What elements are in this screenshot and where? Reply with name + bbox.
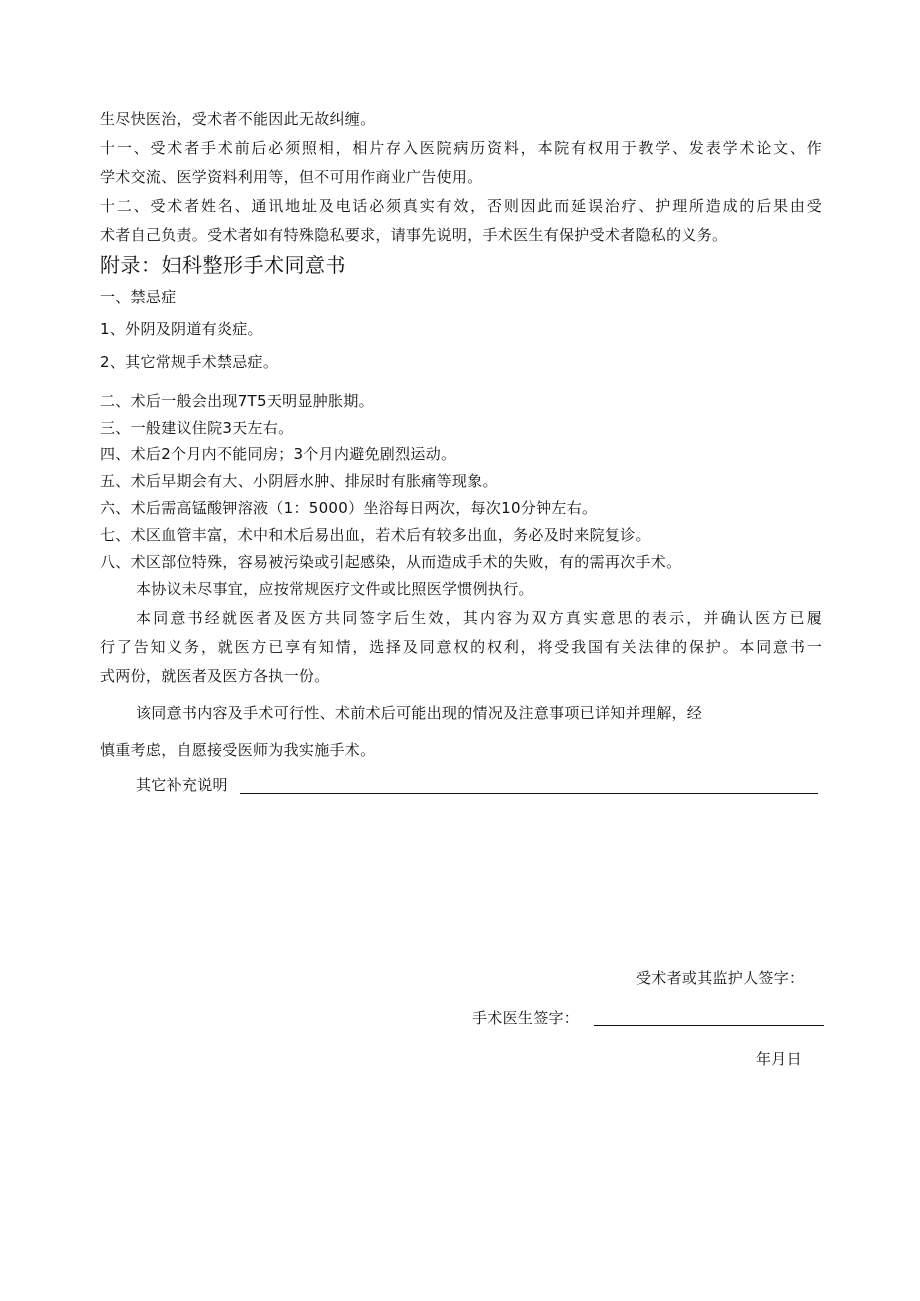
supplement-underline-field[interactable]: [240, 793, 818, 794]
patient-signature-label: 受术者或其监护人签字：: [636, 969, 805, 987]
effect-clause-line-3: 式两份，就医者及医方各执一份。: [100, 667, 330, 685]
note-item-6: 六、术后需高锰酸钾溶液（1：5000）坐浴每日两次，每次10分钟左右。: [100, 499, 598, 517]
text-line-continuation: 生尽快医治，受术者不能因此无故纠缠。: [100, 110, 376, 128]
note-item-3: 三、一般建议住院3天左右。: [100, 419, 294, 437]
note-item-5: 五、术后早期会有大、小阴唇水肿、排尿时有胀痛等现象。: [100, 472, 498, 490]
note-item-2: 二、术后一般会出现7T5天明显肿胀期。: [100, 392, 374, 410]
clause-eleven-line-1: 十一、受术者手术前后必须照相，相片存入医院病历资料，本院有权用于教学、发表学术论文、作: [100, 139, 822, 157]
unfinished-matters-clause: 本协议未尽事宜，应按常规医疗文件或比照医学惯例执行。: [136, 580, 534, 598]
contraindication-item-2: 2、其它常规手术禁忌症。: [100, 353, 279, 371]
contraindication-item-1: 1、外阴及阴道有炎症。: [100, 320, 263, 338]
supplement-label: 其它补充说明: [136, 776, 228, 794]
consent-statement-line-2: 慎重考虑，自愿接受医师为我实施手术。: [100, 741, 376, 759]
note-item-8: 八、术区部位特殊，容易被污染或引起感染，从而造成手术的失败，有的需再次手术。: [100, 553, 682, 571]
contraindications-heading: 一、禁忌症: [100, 288, 177, 306]
effect-clause-line-2: 行了告知义务，就医方已享有知情，选择及同意权的权利，将受我国有关法律的保护。本同意书一: [100, 638, 822, 656]
date-label: 年月日: [756, 1050, 802, 1068]
note-item-4: 四、术后2个月内不能同房；3个月内避免剧烈运动。: [100, 445, 457, 463]
consent-statement-line-1: 该同意书内容及手术可行性、术前术后可能出现的情况及注意事项已详知并理解，经: [136, 704, 703, 722]
surgeon-signature-field[interactable]: [594, 1025, 824, 1026]
note-item-7: 七、术区血管丰富，术中和术后易出血，若术后有较多出血，务必及时来院复诊。: [100, 526, 651, 544]
surgeon-signature-label: 手术医生签字：: [472, 1009, 580, 1027]
effect-clause-line-1: 本同意书经就医者及医方共同签字后生效，其内容为双方真实意思的表示，并确认医方已履: [136, 609, 822, 627]
clause-twelve-line-2: 术者自己负责。受术者如有特殊隐私要求，请事先说明，手术医生有保护受术者隐私的义务。: [100, 226, 728, 244]
appendix-title: 附录：妇科整形手术同意书: [100, 253, 346, 277]
clause-twelve-line-1: 十二、受术者姓名、通讯地址及电话必须真实有效，否则因此而延误治疗、护理所造成的后果由受: [100, 197, 822, 215]
clause-eleven-line-2: 学术交流、医学资料利用等，但不可用作商业广告使用。: [100, 168, 483, 186]
